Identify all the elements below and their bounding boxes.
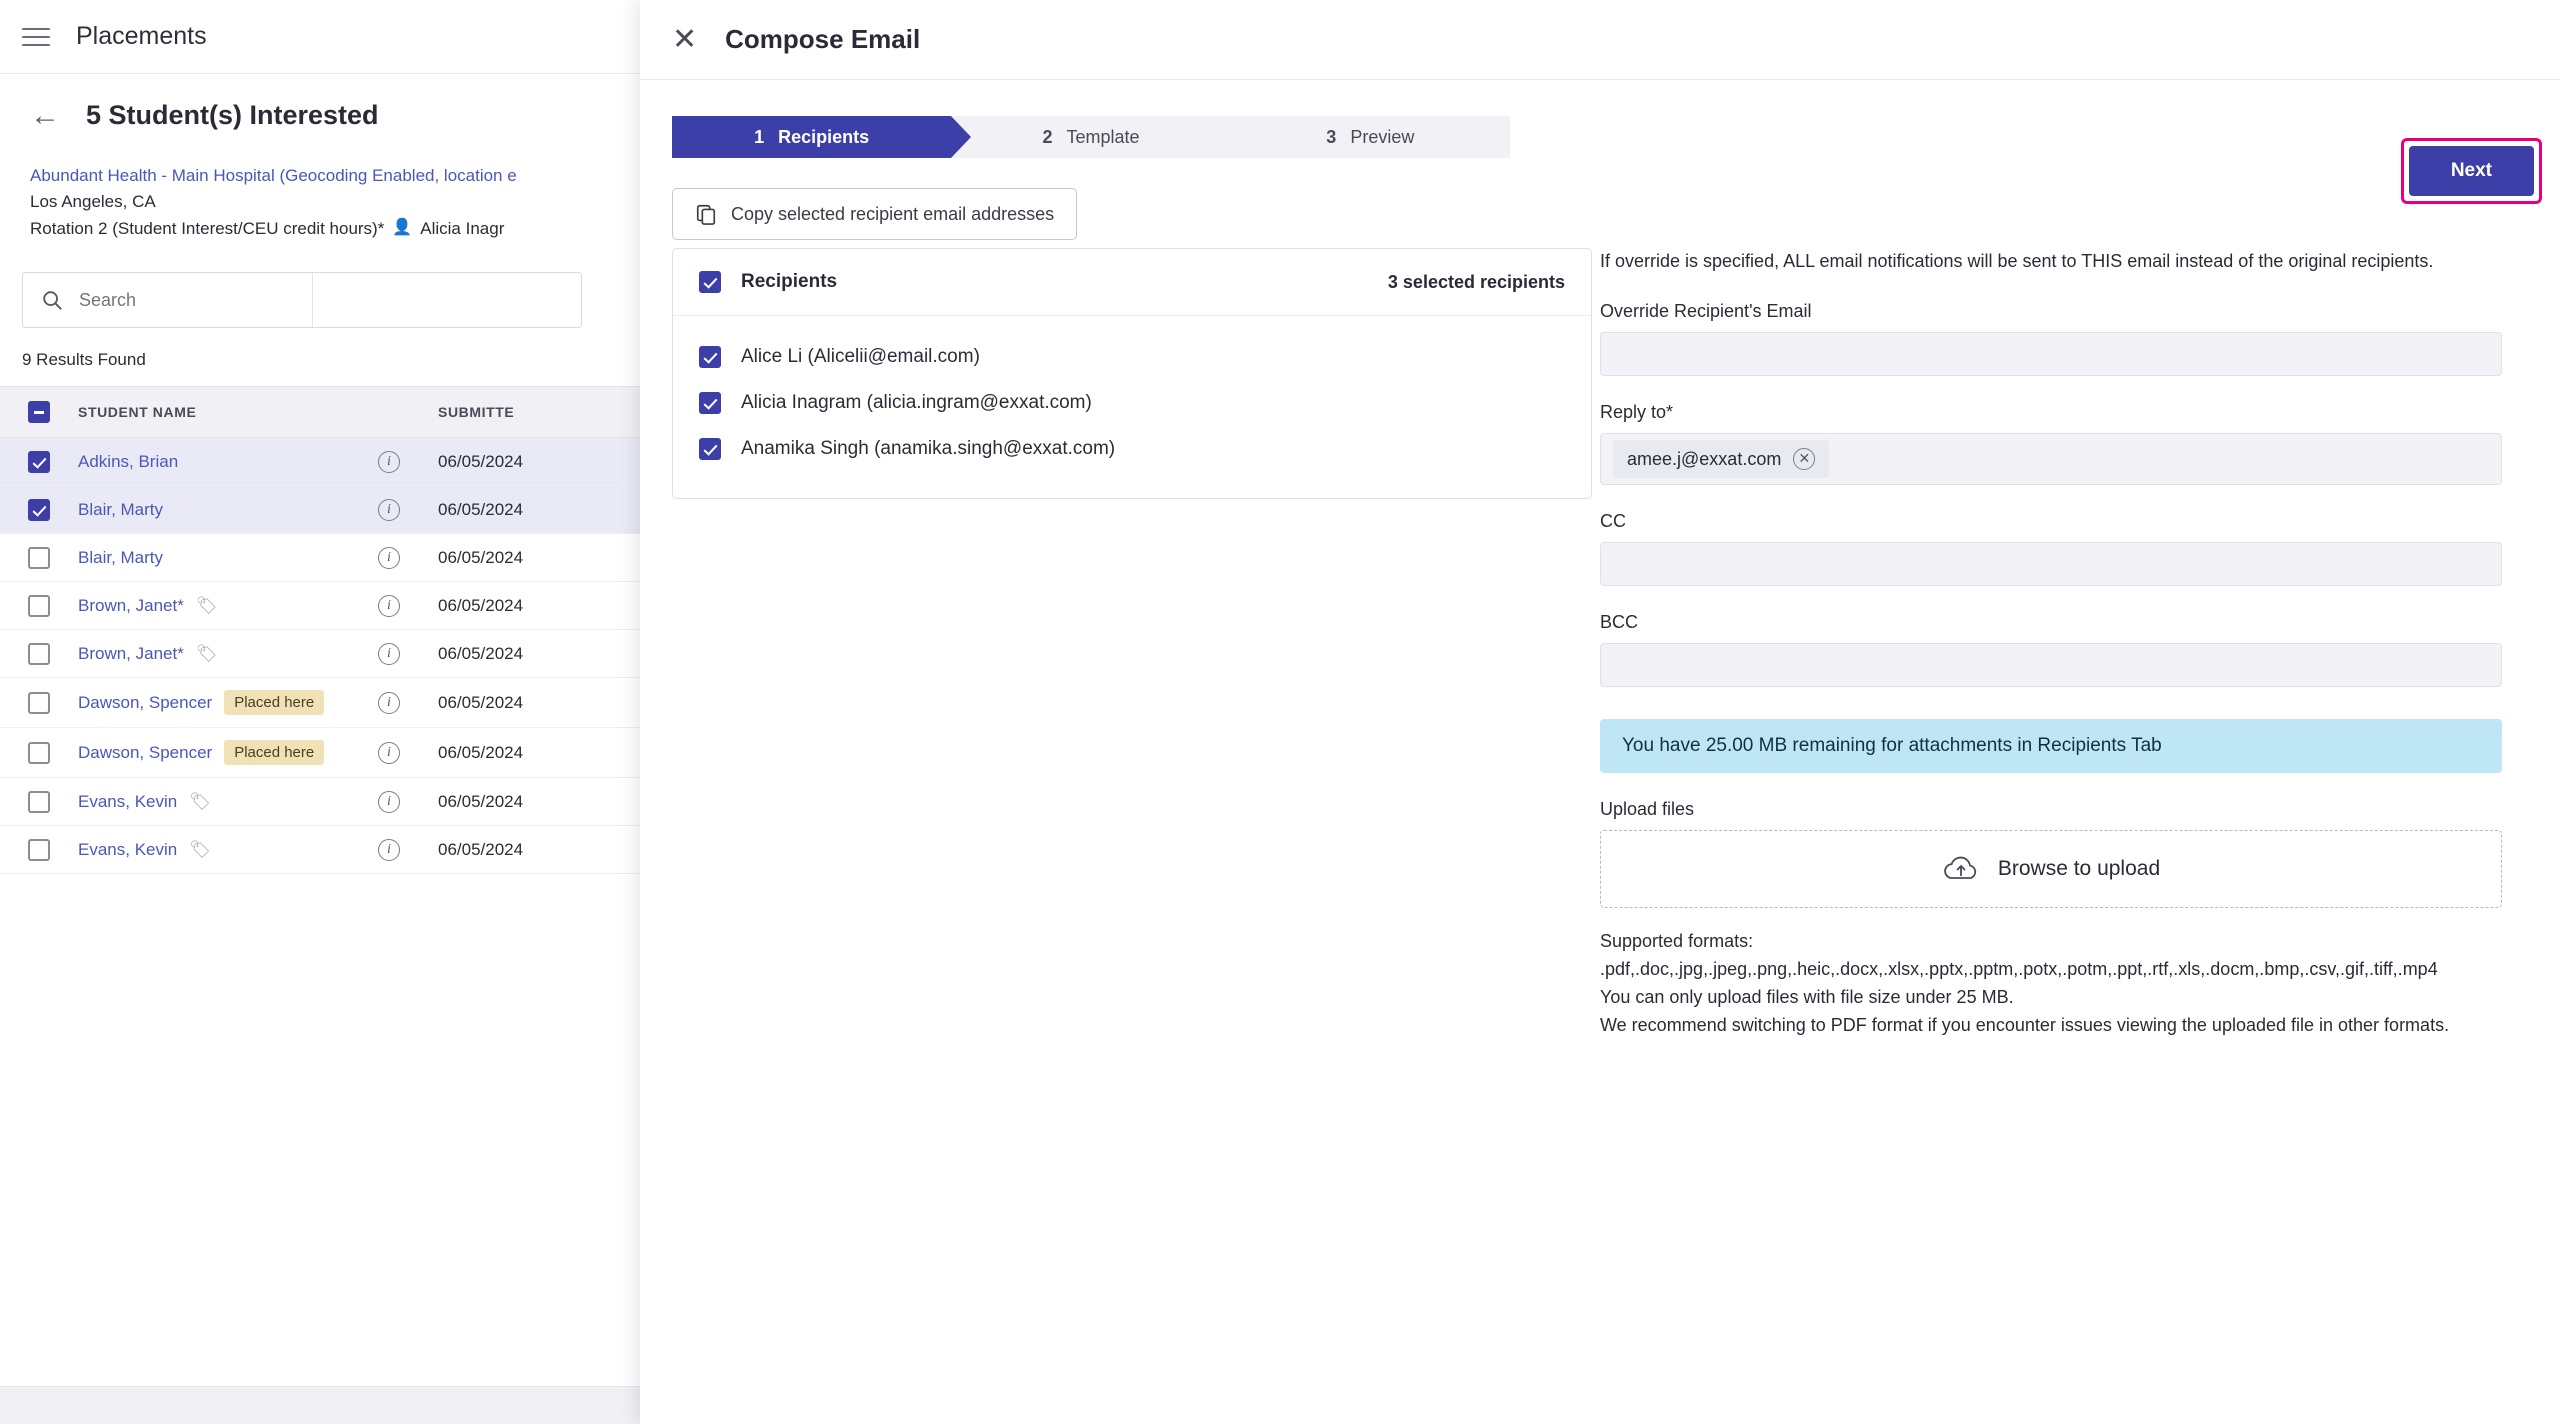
- cloud-upload-icon: [1942, 854, 1980, 884]
- student-name[interactable]: Blair, Marty: [78, 547, 164, 567]
- modal-header: [640, 0, 2560, 80]
- submitted-date: 06/05/2024: [438, 778, 700, 826]
- submitted-date: 06/05/2024: [438, 582, 700, 630]
- recipient-checkbox[interactable]: [699, 346, 721, 368]
- recipient-label: Alicia Inagram (alicia.ingram@exxat.com): [741, 392, 1092, 413]
- table-row[interactable]: [0, 582, 700, 630]
- bottom-strip: [0, 1386, 700, 1424]
- select-all-cell: [0, 387, 78, 438]
- search-box[interactable]: [23, 273, 313, 327]
- info-icon[interactable]: i: [378, 791, 400, 813]
- facility-name-link[interactable]: Abundant Health - Main Hospital (Geocoding Enabled, location e: [30, 166, 517, 185]
- student-name[interactable]: Evans, Kevin: [78, 839, 178, 859]
- file-size-note: You can only upload files with file size under 25 MB.: [1600, 986, 2014, 1007]
- recipients-list: [673, 316, 1591, 498]
- student-name[interactable]: Blair, Marty: [78, 499, 164, 519]
- reply-to-chip-label: amee.j@exxat.com: [1627, 448, 1782, 469]
- student-name[interactable]: Adkins, Brian: [78, 451, 179, 471]
- student-name[interactable]: Dawson, Spencer: [78, 742, 213, 762]
- step-label: Template: [1066, 126, 1140, 147]
- back-arrow-icon[interactable]: ←: [30, 98, 60, 132]
- status-badge: Placed here: [224, 740, 324, 765]
- override-email-input[interactable]: [1600, 332, 2502, 376]
- supported-formats-title: Supported formats:: [1600, 931, 1754, 951]
- student-name[interactable]: Brown, Janet*: [78, 643, 184, 663]
- info-icon[interactable]: i: [378, 742, 400, 764]
- browse-to-upload-label: Browse to upload: [1997, 857, 2161, 880]
- recipients-select-all-checkbox[interactable]: [699, 271, 721, 293]
- column-student-name: STUDENT NAME: [78, 387, 378, 438]
- person-icon: 👤: [392, 219, 413, 237]
- override-email-label: Override Recipient's Email: [1600, 301, 1812, 321]
- list-item[interactable]: [699, 426, 1565, 472]
- recipients-header-label: Recipients: [741, 271, 838, 292]
- required-asterisk: *: [1666, 402, 1674, 422]
- next-button[interactable]: Next: [2409, 146, 2534, 196]
- tag-icon: 🏷: [195, 595, 218, 615]
- modal-body: [640, 248, 2560, 1040]
- table-row[interactable]: [0, 678, 700, 728]
- recipient-checkbox[interactable]: [699, 438, 721, 460]
- cc-input[interactable]: [1600, 542, 2502, 586]
- recipients-column: [640, 248, 1592, 1040]
- reply-to-label: [1600, 402, 2502, 423]
- supported-formats-block: [1600, 928, 2502, 1040]
- override-hint-text: If override is specified, ALL email notifications will be sent to THIS email instead of the original recipients.: [1600, 251, 2434, 271]
- row-checkbox[interactable]: [28, 547, 50, 569]
- info-icon[interactable]: i: [378, 595, 400, 617]
- step-number: 3: [1326, 126, 1337, 147]
- tag-icon: 🏷: [189, 839, 211, 859]
- column-submitted: SUBMITTE: [438, 387, 700, 438]
- info-icon[interactable]: i: [378, 692, 400, 714]
- compose-email-modal: [640, 0, 2560, 1424]
- copy-button-label: Copy selected recipient email addresses: [731, 203, 1055, 224]
- row-checkbox[interactable]: [28, 595, 50, 617]
- search-input[interactable]: [77, 289, 277, 312]
- table-row[interactable]: [0, 534, 700, 582]
- hamburger-icon[interactable]: [22, 27, 50, 47]
- status-badge: Placed here: [224, 690, 324, 715]
- recipient-label: Anamika Singh (anamika.singh@exxat.com): [741, 438, 1116, 459]
- submitted-date: 06/05/2024: [438, 630, 700, 678]
- browse-to-upload-dropzone[interactable]: [1600, 830, 2502, 908]
- table-row[interactable]: [0, 630, 700, 678]
- info-icon[interactable]: i: [378, 643, 400, 665]
- select-all-checkbox[interactable]: [28, 401, 50, 423]
- step-label: Recipients: [778, 126, 870, 147]
- info-icon[interactable]: i: [378, 839, 400, 861]
- modal-title: Compose Email: [725, 24, 921, 54]
- info-icon[interactable]: i: [378, 547, 400, 569]
- step-preview[interactable]: [1231, 116, 1510, 158]
- recipients-card-header: [673, 249, 1591, 316]
- submitted-date: 06/05/2024: [438, 826, 700, 874]
- page-subheader: [0, 74, 700, 141]
- facility-block: [0, 141, 700, 242]
- table-row[interactable]: [0, 826, 700, 874]
- email-settings-column: [1592, 248, 2532, 1040]
- attachment-quota-banner: You have 25.00 MB remaining for attachments in Recipients Tab: [1600, 719, 2502, 773]
- step-number: 1: [754, 126, 765, 147]
- submitted-date: 06/05/2024: [438, 438, 700, 486]
- submitted-date: 06/05/2024: [438, 534, 700, 582]
- facility-city: Los Angeles, CA: [30, 192, 156, 212]
- student-name[interactable]: Evans, Kevin: [78, 791, 178, 811]
- list-item[interactable]: [699, 334, 1565, 380]
- table-row[interactable]: [0, 728, 700, 778]
- coordinator-name: Alicia Inagr: [420, 218, 505, 238]
- table-header-row: [0, 387, 700, 438]
- facility-rotation-row: [30, 216, 700, 242]
- row-checkbox[interactable]: [28, 742, 50, 764]
- recipient-label: Alice Li (Alicelii@email.com): [741, 346, 980, 367]
- copy-recipient-emails-button[interactable]: [672, 188, 1077, 240]
- recipients-card: [672, 248, 1592, 499]
- table-row[interactable]: [0, 778, 700, 826]
- row-checkbox[interactable]: [28, 499, 50, 521]
- recipient-checkbox[interactable]: [699, 392, 721, 414]
- reply-to-chip: [1613, 440, 1829, 478]
- app-title: Placements: [76, 22, 207, 50]
- row-checkbox[interactable]: [28, 791, 50, 813]
- bcc-input[interactable]: [1600, 643, 2502, 687]
- close-icon[interactable]: ✕: [1793, 448, 1815, 470]
- reply-to-field[interactable]: [1600, 433, 2502, 485]
- supported-formats-list: .pdf,.doc,.jpg,.jpeg,.png,.heic,.docx,.xlsx,.pptx,.pptm,.potx,.potm,.ppt,.rtf,.xls,.docm,.bmp,.csv,.gif,.tiff,.mp4: [1600, 958, 2438, 979]
- row-checkbox[interactable]: [28, 451, 50, 473]
- results-found-label: 9 Results Found: [22, 350, 146, 370]
- student-name[interactable]: Dawson, Spencer: [78, 692, 213, 712]
- info-icon[interactable]: i: [378, 451, 400, 473]
- tag-icon: 🏷: [195, 643, 218, 663]
- row-checkbox[interactable]: [28, 643, 50, 665]
- table-row[interactable]: [0, 486, 700, 534]
- list-item[interactable]: [699, 380, 1565, 426]
- student-name[interactable]: Brown, Janet*: [78, 595, 184, 615]
- cc-label: CC: [1600, 511, 1626, 531]
- tag-icon: 🏷: [189, 791, 211, 811]
- page-title: 5 Student(s) Interested: [86, 100, 379, 130]
- copy-icon: [695, 203, 717, 225]
- pdf-recommendation-note: We recommend switching to PDF format if you encounter issues viewing the uploaded file in other formats.: [1600, 1014, 2450, 1035]
- info-icon[interactable]: i: [378, 499, 400, 521]
- student-table-body: [0, 438, 700, 874]
- column-info: [378, 387, 438, 438]
- search-icon: [41, 289, 63, 311]
- table-row[interactable]: [0, 438, 700, 486]
- rotation-label: Rotation 2 (Student Interest/CEU credit hours)*: [30, 218, 385, 238]
- selected-recipients-count: 3 selected recipients: [1387, 271, 1565, 292]
- submitted-date: 06/05/2024: [438, 486, 700, 534]
- upload-files-label: Upload files: [1600, 799, 1695, 819]
- step-recipients[interactable]: [672, 116, 951, 158]
- step-number: 2: [1042, 126, 1053, 147]
- next-button-highlight: [2401, 138, 2542, 204]
- search-row: [22, 272, 582, 328]
- submitted-date: 06/05/2024: [438, 678, 700, 728]
- bcc-label: BCC: [1600, 612, 1639, 632]
- background-app: [0, 0, 700, 1424]
- submitted-date: 06/05/2024: [438, 728, 700, 778]
- wizard-stepper: [672, 116, 1510, 158]
- row-checkbox[interactable]: [28, 692, 50, 714]
- row-checkbox[interactable]: [28, 839, 50, 861]
- app-topbar: [0, 0, 700, 74]
- reply-to-text: Reply to: [1600, 402, 1667, 422]
- close-icon[interactable]: ✕: [672, 22, 698, 56]
- step-label: Preview: [1350, 126, 1415, 147]
- student-table: [0, 386, 700, 874]
- step-template[interactable]: [951, 116, 1230, 158]
